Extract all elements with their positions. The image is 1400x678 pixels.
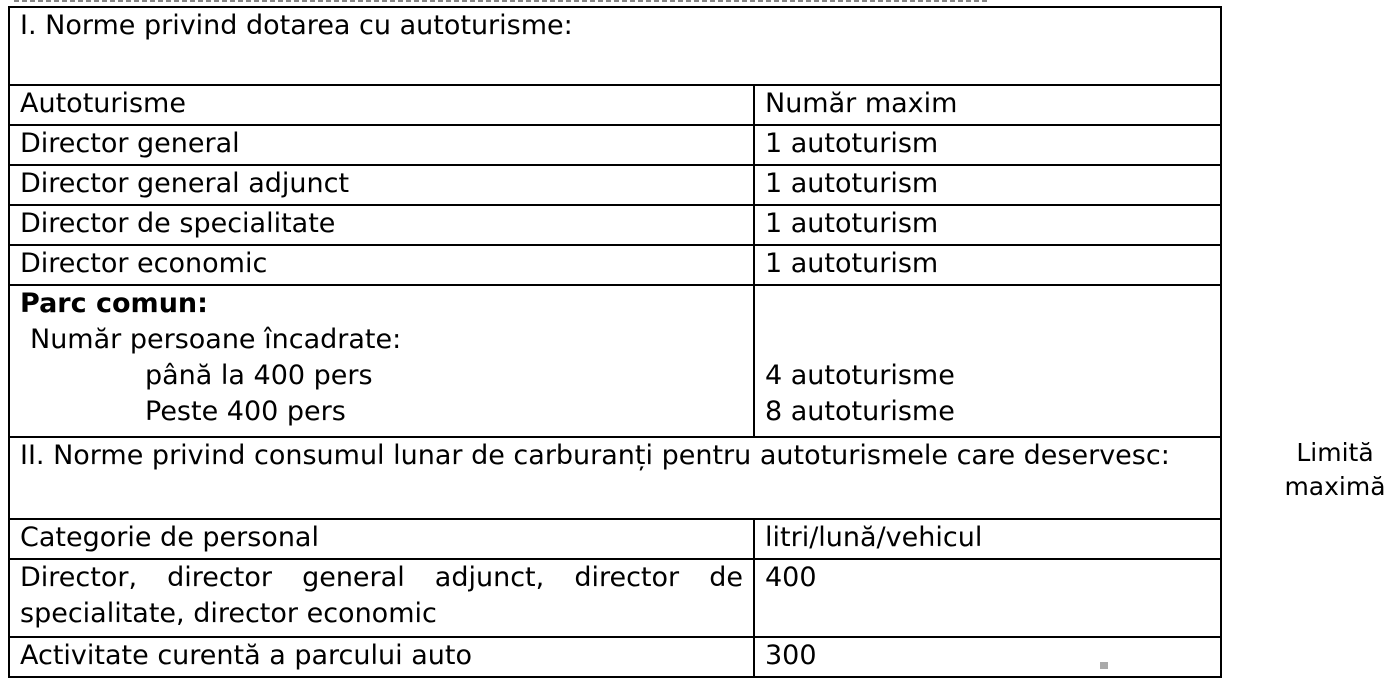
section2-header-row [9, 519, 1221, 559]
cropped-mark [1100, 662, 1108, 669]
section2-title: II. Norme privind consumul lunar de carburanți pentru autoturismele care deservesc: [9, 437, 1221, 519]
header-numar-maxim: Număr maxim [754, 85, 1221, 125]
parc-comun-subtitle: Număr persoane încadrate: [30, 324, 402, 355]
parc-line-value: 8 autoturisme [765, 396, 955, 427]
norms-table [8, 6, 1222, 678]
category-cell: Activitate curentă a parcului auto [9, 637, 754, 677]
parc-comun-values [754, 285, 1221, 437]
max-cell: 1 autoturism [754, 165, 1221, 205]
max-cell: 1 autoturism [754, 125, 1221, 165]
section1-title: I. Norme privind dotarea cu autoturisme: [9, 7, 1221, 85]
limita-maxima-label [1270, 436, 1400, 504]
table-row [9, 245, 1221, 285]
table-row [9, 559, 1221, 637]
table-row [9, 205, 1221, 245]
table-row [9, 125, 1221, 165]
role-cell: Director general adjunct [9, 165, 754, 205]
side-label-line2: maximă [1284, 472, 1386, 501]
section1-title-row [9, 7, 1221, 85]
header-litri: litri/lună/vehicul [754, 519, 1221, 559]
value-cell: 400 [754, 559, 1221, 637]
role-cell: Director economic [9, 245, 754, 285]
parc-line-label: Peste 400 pers [145, 396, 346, 427]
parc-comun-labels [9, 285, 754, 437]
header-categorie: Categorie de personal [9, 519, 754, 559]
value-cell: 300 [754, 637, 1221, 677]
header-autoturisme: Autoturisme [9, 85, 754, 125]
role-cell: Director general [9, 125, 754, 165]
section1-header-row [9, 85, 1221, 125]
parc-comun-row [9, 285, 1221, 437]
table-row [9, 165, 1221, 205]
max-cell: 1 autoturism [754, 205, 1221, 245]
side-label-line1: Limită [1296, 438, 1374, 467]
section2-title-row [9, 437, 1221, 519]
category-cell: Director, director general adjunct, director de specialitate, director economic [9, 559, 754, 637]
parc-comun-title: Parc comun: [20, 288, 208, 319]
parc-line-label: până la 400 pers [145, 360, 373, 391]
parc-line-value: 4 autoturisme [765, 360, 955, 391]
max-cell: 1 autoturism [754, 245, 1221, 285]
role-cell: Director de specialitate [9, 205, 754, 245]
table-row [9, 637, 1221, 677]
